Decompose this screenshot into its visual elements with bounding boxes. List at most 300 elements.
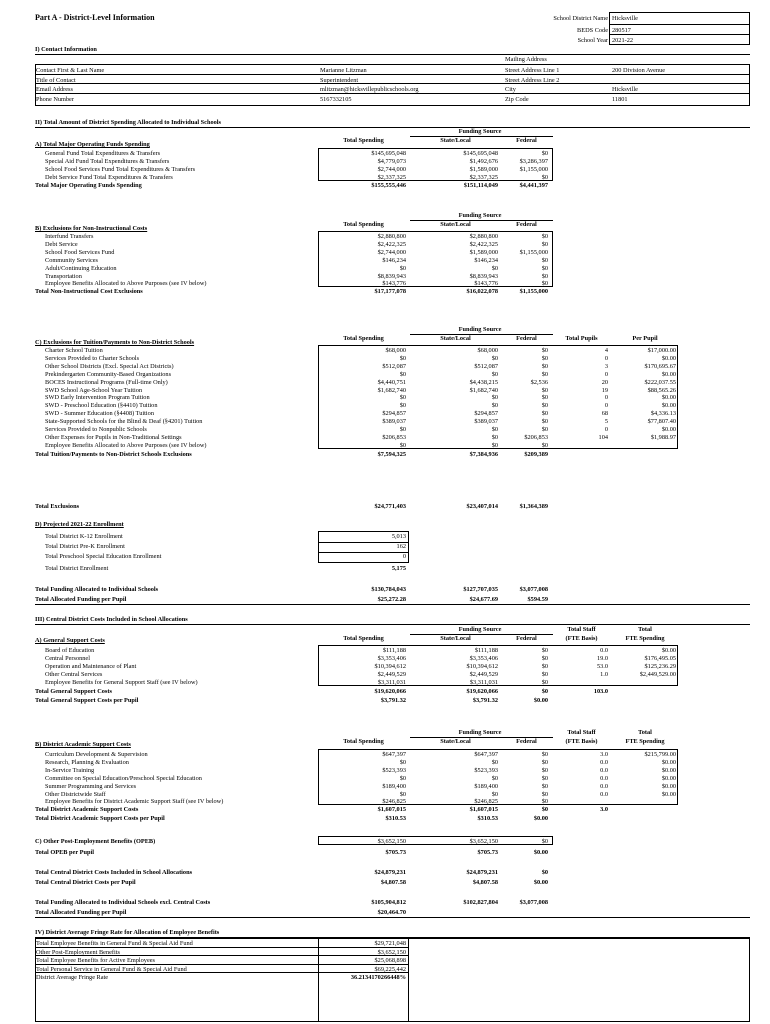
state-local-value[interactable]: $4,438,215 bbox=[469, 378, 498, 386]
state-local-value[interactable]: $3,311,031 bbox=[469, 678, 498, 686]
fte-spending-value: $125,236.29 bbox=[644, 662, 676, 670]
state-local-value[interactable]: $68,000 bbox=[477, 347, 498, 354]
federal-value[interactable]: $2,536 bbox=[530, 378, 548, 386]
federal-value[interactable]: $0 bbox=[541, 173, 548, 181]
col-total-spending: Total Spending bbox=[343, 221, 384, 228]
fte-spending-value: $0.00 bbox=[661, 647, 676, 654]
total-spending-value[interactable]: $294,857 bbox=[382, 410, 406, 418]
row-label: Services Provided to Charter Schools bbox=[45, 354, 140, 362]
per-pupil-value: $0.00 bbox=[661, 402, 676, 410]
federal-value[interactable]: $0 bbox=[541, 774, 548, 782]
rule-line bbox=[35, 624, 750, 625]
state-local-value[interactable]: $0 bbox=[491, 774, 498, 782]
mailing-label: Street Address Line 2 bbox=[505, 76, 560, 84]
total-spending-value[interactable]: $0 bbox=[399, 394, 406, 402]
pupils-value[interactable]: 0 bbox=[604, 370, 608, 378]
state-local-value[interactable]: $0 bbox=[491, 790, 498, 798]
total-spending-value[interactable]: $0 bbox=[399, 774, 406, 782]
enrollment-value[interactable]: 162 bbox=[396, 543, 406, 550]
state-local-value[interactable]: $0 bbox=[491, 264, 498, 272]
contact-field[interactable]: Marianne Litzman bbox=[320, 67, 367, 74]
fringe-value[interactable]: $29,721,048 bbox=[374, 940, 406, 947]
state-local-value[interactable]: $2,880,800 bbox=[469, 233, 498, 240]
federal-value: $0 bbox=[541, 806, 548, 813]
federal-value[interactable]: $0 bbox=[541, 654, 548, 662]
total-spending-value[interactable]: $189,400 bbox=[382, 782, 406, 790]
federal-value[interactable]: $0 bbox=[541, 150, 548, 157]
total-label: Total Central District Costs per Pupil bbox=[35, 879, 136, 886]
col-state-local: State/Local bbox=[440, 137, 471, 144]
state-local-value[interactable]: $647,397 bbox=[474, 751, 498, 758]
total-spending-value: $3,791.32 bbox=[380, 697, 406, 704]
fte-spending-value: $0.00 bbox=[661, 774, 676, 782]
col-state-local: State/Local bbox=[440, 335, 471, 342]
total-spending-value[interactable]: $1,682,740 bbox=[377, 386, 406, 394]
staff-fte-value[interactable]: 1.0 bbox=[600, 670, 608, 678]
federal-value[interactable]: $0 bbox=[541, 256, 548, 264]
total-spending-value[interactable]: $246,825 bbox=[382, 798, 406, 806]
total-label: Total Allocated Funding per Pupil bbox=[35, 596, 127, 603]
per-pupil-value: $17,000.00 bbox=[647, 347, 676, 354]
section-ii-heading: II) Total Amount of District Spending Allocated to Individual Schools bbox=[35, 119, 221, 126]
state-local-value[interactable]: $0 bbox=[491, 394, 498, 402]
state-local-value[interactable]: $0 bbox=[491, 758, 498, 766]
section-a-heading: A) Total Major Operating Funds Spending bbox=[35, 141, 150, 148]
col-total-staff: Total Staff bbox=[567, 729, 596, 736]
federal-value[interactable]: $0 bbox=[541, 766, 548, 774]
fte-spending-value: $176,495.05 bbox=[644, 654, 676, 662]
total-spending-value: $24,771,403 bbox=[374, 503, 406, 510]
contact-label: Contact First & Last Name bbox=[36, 67, 105, 74]
rule-line bbox=[35, 127, 750, 128]
staff-total: 103.0 bbox=[593, 688, 608, 695]
state-local-value[interactable]: $0 bbox=[491, 433, 498, 441]
per-pupil-value: $0.00 bbox=[661, 354, 676, 362]
state-local-value[interactable]: $145,695,048 bbox=[463, 150, 498, 157]
row-label: Other Expenses for Pupils in Non-Traditional Settings bbox=[45, 433, 182, 441]
district-name-value[interactable]: Hicksville bbox=[612, 15, 638, 22]
state-local-value[interactable]: $512,087 bbox=[474, 362, 498, 370]
federal-value: $3,077,008 bbox=[519, 899, 548, 906]
total-spending-value[interactable]: $4,779,073 bbox=[377, 157, 406, 165]
contact-label: Email Address bbox=[36, 86, 73, 93]
fringe-value[interactable]: $69,225,442 bbox=[374, 965, 406, 973]
staff-fte-value[interactable]: 0.0 bbox=[600, 647, 608, 654]
col-federal: Federal bbox=[516, 221, 537, 228]
per-pupil-value: $1,988.97 bbox=[650, 433, 676, 441]
staff-fte-value[interactable]: 0.0 bbox=[600, 766, 608, 774]
col-state-local: State/Local bbox=[440, 738, 471, 745]
staff-fte-value[interactable]: 53.0 bbox=[596, 662, 608, 670]
row-label: State-Supported Schools for the Blind & Deaf (§4201) Tuition bbox=[45, 418, 203, 426]
total-spending-value[interactable]: $143,776 bbox=[382, 280, 406, 288]
mailing-address-heading: Mailing Address bbox=[505, 56, 547, 63]
state-local-value[interactable]: $246,825 bbox=[474, 798, 498, 806]
state-local-value[interactable]: $2,337,325 bbox=[469, 173, 498, 181]
federal-value[interactable]: $0 bbox=[541, 394, 548, 402]
total-spending-value: $1,607,015 bbox=[377, 806, 406, 813]
col-federal: Federal bbox=[516, 635, 537, 642]
federal-value[interactable]: $0 bbox=[541, 264, 548, 272]
federal-value[interactable]: $0 bbox=[541, 370, 548, 378]
federal-value[interactable]: $0 bbox=[541, 662, 548, 670]
total-spending-value[interactable]: $3,311,031 bbox=[377, 678, 406, 686]
staff-fte-value[interactable]: 0.0 bbox=[600, 758, 608, 766]
total-spending-value[interactable]: $2,337,325 bbox=[377, 173, 406, 181]
col-federal: Federal bbox=[516, 137, 537, 144]
federal-value[interactable]: $0 bbox=[541, 670, 548, 678]
federal-value[interactable]: $0 bbox=[541, 790, 548, 798]
fringe-rate-value: 36.2134170266448% bbox=[350, 974, 406, 981]
total-spending-value[interactable]: $512,087 bbox=[382, 362, 406, 370]
staff-total: 3.0 bbox=[600, 806, 608, 813]
staff-fte-value[interactable]: 19.0 bbox=[596, 654, 608, 662]
federal-value[interactable]: $3,286,397 bbox=[519, 157, 548, 165]
total-spending-value: $155,555,446 bbox=[371, 181, 406, 189]
state-local-value[interactable]: $0 bbox=[491, 370, 498, 378]
total-spending-value[interactable]: $523,393 bbox=[382, 766, 406, 774]
state-local-value: $4,807.58 bbox=[472, 879, 498, 886]
fringe-label: Total Personal Service in General Fund & Special Aid Fund bbox=[36, 965, 187, 973]
section-b-heading: B) Exclusions for Non-Instructional Costs bbox=[35, 225, 148, 232]
total-spending-value[interactable]: $145,695,048 bbox=[371, 150, 406, 157]
contact-field[interactable]: 5167332105 bbox=[320, 95, 352, 103]
row-label: Services Provided to Nonpublic Schools bbox=[45, 426, 147, 433]
row-label: In-Service Training bbox=[45, 766, 95, 774]
pupils-value[interactable]: 4 bbox=[604, 347, 608, 354]
federal-value[interactable]: $0 bbox=[541, 354, 548, 362]
state-local-value[interactable]: $3,353,406 bbox=[469, 654, 498, 662]
row-label: Charter School Tuition bbox=[45, 347, 103, 354]
row-label: Debt Service bbox=[45, 240, 78, 248]
per-pupil-value: $0.00 bbox=[661, 426, 676, 433]
per-pupil-value: $88,565.26 bbox=[647, 386, 676, 394]
fte-spending-value: $0.00 bbox=[661, 782, 676, 790]
col-total-pupils: Total Pupils bbox=[565, 335, 598, 342]
row-label: Prekindergarten Community-Based Organizations bbox=[45, 370, 172, 378]
staff-fte-value[interactable]: 0.0 bbox=[600, 790, 608, 798]
total-spending-value[interactable]: $0 bbox=[399, 441, 406, 449]
funding-source-header: Funding Source bbox=[458, 729, 502, 736]
row-label: Transportation bbox=[45, 272, 82, 280]
pupils-value[interactable]: 0 bbox=[604, 426, 608, 433]
mailing-field[interactable]: 11801 bbox=[612, 95, 628, 103]
state-local-value[interactable]: $389,037 bbox=[474, 418, 498, 426]
fte-spending-value: $2,449,529.00 bbox=[639, 670, 676, 678]
state-local-value: $1,607,015 bbox=[469, 806, 498, 813]
total-spending-value[interactable]: $0 bbox=[399, 264, 406, 272]
pupils-value[interactable]: 3 bbox=[604, 362, 608, 370]
federal-value: $1,364,389 bbox=[519, 503, 548, 510]
beds-code-value[interactable]: 280517 bbox=[612, 27, 631, 34]
per-pupil-value: $170,695.67 bbox=[644, 362, 676, 370]
fringe-label: Total Employee Benefits in General Fund & Special Aid Fund bbox=[36, 940, 193, 947]
row-label: Committee on Special Education/Preschool Special Education bbox=[45, 774, 202, 782]
total-label: Total Allocated Funding per Pupil bbox=[35, 909, 127, 916]
row-label: SWD - Preschool Education (§4410) Tuition bbox=[45, 402, 158, 410]
total-label: Total Funding Allocated to Individual Schools bbox=[35, 586, 159, 593]
fringe-label: Total Employee Benefits for Active Employees bbox=[36, 957, 155, 964]
mailing-label: Zip Code bbox=[505, 95, 529, 103]
mailing-field[interactable]: Hicksville bbox=[612, 86, 638, 93]
total-spending-value: $310.53 bbox=[385, 815, 406, 822]
col-state-local: State/Local bbox=[440, 221, 471, 228]
fringe-value[interactable]: $3,652,150 bbox=[377, 948, 406, 956]
total-spending-value[interactable]: $0 bbox=[399, 370, 406, 378]
rule-line bbox=[609, 24, 750, 25]
federal-value[interactable]: $0 bbox=[541, 426, 548, 433]
contact-field[interactable]: mlitzman@hicksvillepublicschools.org bbox=[320, 86, 419, 93]
pupils-value[interactable]: 19 bbox=[601, 386, 608, 394]
total-spending-value[interactable]: $3,652,150 bbox=[377, 838, 406, 845]
fte-spending-value: $0.00 bbox=[661, 758, 676, 766]
total-spending-value[interactable]: $10,394,612 bbox=[374, 662, 406, 670]
state-local-value[interactable]: $10,394,612 bbox=[466, 662, 498, 670]
pupils-value[interactable]: 68 bbox=[601, 410, 608, 418]
state-local-value[interactable]: $1,589,000 bbox=[469, 248, 498, 256]
total-spending-value[interactable]: $2,744,000 bbox=[377, 165, 406, 173]
total-spending-value[interactable]: $0 bbox=[399, 402, 406, 410]
page-title: Part A - District-Level Information bbox=[35, 13, 155, 22]
federal-value[interactable]: $0 bbox=[541, 402, 548, 410]
pupils-value[interactable]: 20 bbox=[601, 378, 608, 386]
enrollment-label: Total Preschool Special Education Enrollment bbox=[45, 553, 162, 560]
total-spending-value[interactable]: $2,449,529 bbox=[377, 670, 406, 678]
total-spending-value[interactable]: $647,397 bbox=[382, 751, 406, 758]
general-support-heading: A) General Support Costs bbox=[35, 637, 105, 644]
state-local-value[interactable]: $0 bbox=[491, 402, 498, 410]
enrollment-label: Total District Pre-K Enrollment bbox=[45, 543, 125, 550]
fringe-value[interactable]: $25,068,898 bbox=[374, 957, 406, 964]
state-local-value: $7,384,936 bbox=[469, 450, 498, 458]
school-year-value[interactable]: 2021-22 bbox=[612, 37, 633, 44]
total-spending-value[interactable]: $0 bbox=[399, 354, 406, 362]
state-local-value[interactable]: $146,234 bbox=[474, 256, 498, 264]
total-label: Total Major Operating Funds Spending bbox=[35, 181, 142, 189]
total-label: Total District Academic Support Costs bbox=[35, 806, 139, 813]
state-local-value[interactable]: $8,839,943 bbox=[469, 272, 498, 280]
row-label: Board of Education bbox=[45, 647, 95, 654]
enrollment-label: Total District K-12 Enrollment bbox=[45, 533, 123, 540]
col-total-spending: Total Spending bbox=[343, 738, 384, 745]
state-local-value[interactable]: $2,422,325 bbox=[469, 240, 498, 248]
row-label: Other Central Services bbox=[45, 670, 103, 678]
row-label: Research, Planning & Evaluation bbox=[45, 758, 129, 766]
row-label: Employee Benefits for District Academic Support Staff (see IV below) bbox=[45, 798, 224, 806]
state-local-value[interactable]: $143,776 bbox=[474, 280, 498, 288]
rule-line bbox=[35, 93, 750, 94]
federal-value[interactable]: $0 bbox=[541, 758, 548, 766]
total-spending-value: $19,620,066 bbox=[374, 688, 406, 695]
funding-source-header: Funding Source bbox=[458, 326, 502, 333]
federal-value[interactable]: $0 bbox=[541, 647, 548, 654]
pupils-value[interactable]: 0 bbox=[604, 354, 608, 362]
pupils-value[interactable]: 0 bbox=[604, 402, 608, 410]
col-total-spending: Total Spending bbox=[343, 335, 384, 342]
total-label: Total General Support Costs bbox=[35, 688, 112, 695]
row-label: Employee Benefits Allocated to Above Purposes (see IV below) bbox=[45, 441, 207, 449]
state-local-value[interactable]: $189,400 bbox=[474, 782, 498, 790]
mailing-label: City bbox=[505, 86, 516, 93]
total-spending-value[interactable]: $8,839,943 bbox=[377, 272, 406, 280]
rule-line bbox=[35, 955, 409, 956]
federal-value: $0 bbox=[541, 688, 548, 695]
row-label: Debt Service Fund Total Expenditures & Transfers bbox=[45, 173, 173, 181]
mailing-field[interactable]: 200 Division Avenue bbox=[612, 67, 666, 74]
col-fte-spending: FTE Spending bbox=[625, 635, 665, 642]
pupils-value[interactable]: 0 bbox=[604, 394, 608, 402]
state-local-value[interactable]: $2,449,529 bbox=[469, 670, 498, 678]
total-spending-value[interactable]: $3,353,406 bbox=[377, 654, 406, 662]
fte-spending-value: $0.00 bbox=[661, 766, 676, 774]
funding-source-header: Funding Source bbox=[458, 212, 502, 219]
enrollment-value[interactable]: 5,013 bbox=[391, 533, 406, 540]
row-label: SWD - Summer Education (§4408) Tuition bbox=[45, 410, 154, 418]
federal-value[interactable]: $0 bbox=[541, 751, 548, 758]
pupils-value[interactable]: 5 bbox=[604, 418, 608, 426]
state-local-value: $24,879,231 bbox=[466, 869, 498, 876]
total-label: Total Central District Costs Included in School Allocations bbox=[35, 869, 193, 876]
total-spending-value[interactable]: $0 bbox=[399, 790, 406, 798]
contact-label: Title of Contact bbox=[36, 76, 76, 84]
federal-value[interactable]: $0 bbox=[541, 678, 548, 686]
total-spending-value[interactable]: $4,440,751 bbox=[377, 378, 406, 386]
per-pupil-value: $0.00 bbox=[661, 394, 676, 402]
total-spending-value: $705.73 bbox=[385, 849, 406, 856]
total-spending-value[interactable]: $2,744,000 bbox=[377, 248, 406, 256]
rule-line bbox=[35, 74, 750, 75]
col-total-spending: Total Spending bbox=[343, 137, 384, 144]
total-spending-value[interactable]: $146,234 bbox=[382, 256, 406, 264]
state-local-value[interactable]: $1,589,000 bbox=[469, 165, 498, 173]
federal-value[interactable]: $0 bbox=[541, 233, 548, 240]
col-fte-basis: (FTE Basis) bbox=[565, 635, 598, 642]
total-label: Total Funding Allocated to Individual Schools excl. Central Costs bbox=[35, 899, 211, 906]
total-spending-value: $20,464.70 bbox=[377, 909, 406, 916]
row-label: Employee Benefits for General Support Staff (see IV below) bbox=[45, 678, 198, 686]
state-local-value[interactable]: $1,492,676 bbox=[469, 157, 498, 165]
staff-fte-value[interactable]: 0.0 bbox=[600, 782, 608, 790]
rule-line bbox=[35, 604, 750, 605]
total-spending-value[interactable]: $111,188 bbox=[382, 647, 406, 654]
total-spending-value[interactable]: $389,037 bbox=[382, 418, 406, 426]
per-pupil-value: $0.00 bbox=[661, 370, 676, 378]
row-label: Operation and Maintenance of Plant bbox=[45, 662, 137, 670]
state-local-value[interactable]: $1,682,740 bbox=[469, 386, 498, 394]
state-local-value: $23,407,014 bbox=[466, 503, 498, 510]
federal-value[interactable]: $1,155,000 bbox=[519, 165, 548, 173]
enrollment-total-label: Total District Enrollment bbox=[45, 565, 109, 572]
federal-value[interactable]: $0 bbox=[541, 240, 548, 248]
federal-value[interactable]: $0 bbox=[541, 362, 548, 370]
contact-label: Phone Number bbox=[36, 95, 74, 103]
state-local-value: $102,827,804 bbox=[463, 899, 498, 906]
rule-line bbox=[35, 83, 750, 84]
federal-value[interactable]: $0 bbox=[541, 280, 548, 288]
total-spending-value: $130,784,043 bbox=[371, 586, 406, 593]
state-local-value: $16,022,078 bbox=[466, 288, 498, 296]
federal-value[interactable]: $0 bbox=[541, 441, 548, 449]
total-spending-value: $4,807.58 bbox=[380, 879, 406, 886]
state-local-value[interactable]: $0 bbox=[491, 426, 498, 433]
total-label: Total OPEB per Pupil bbox=[35, 849, 94, 856]
state-local-value[interactable]: $294,857 bbox=[474, 410, 498, 418]
district-name-label: School District Name bbox=[553, 15, 608, 22]
fte-spending-value: $0.00 bbox=[661, 790, 676, 798]
state-local-value[interactable]: $3,652,150 bbox=[469, 838, 498, 845]
total-label: Total District Academic Support Costs per Pupil bbox=[35, 815, 165, 822]
state-local-value[interactable]: $0 bbox=[491, 441, 498, 449]
row-label: Other Districtwide Staff bbox=[45, 790, 106, 798]
total-spending-value: $24,879,231 bbox=[374, 869, 406, 876]
state-local-value[interactable]: $523,393 bbox=[474, 766, 498, 774]
total-spending-value[interactable]: $206,853 bbox=[382, 433, 406, 441]
staff-fte-value[interactable]: 0.0 bbox=[600, 774, 608, 782]
total-spending-value[interactable]: $0 bbox=[399, 426, 406, 433]
state-local-value[interactable]: $0 bbox=[491, 354, 498, 362]
federal-value[interactable]: $0 bbox=[541, 838, 548, 845]
total-spending-value: $7,594,325 bbox=[377, 450, 406, 458]
funding-source-header: Funding Source bbox=[458, 626, 502, 633]
state-local-value[interactable]: $111,188 bbox=[474, 647, 498, 654]
total-spending-value[interactable]: $2,880,800 bbox=[377, 233, 406, 240]
state-local-value: $151,114,049 bbox=[463, 181, 498, 189]
row-label: Central Personnel bbox=[45, 654, 90, 662]
total-label: Total General Support Costs per Pupil bbox=[35, 697, 139, 704]
enrollment-total-value: 5,175 bbox=[391, 565, 406, 572]
mailing-label: Street Address Line 1 bbox=[505, 67, 560, 74]
row-label: School Food Services Fund Total Expenditures & Transfers bbox=[45, 165, 196, 173]
federal-value[interactable]: $0 bbox=[541, 782, 548, 790]
col-total-fte: Total bbox=[638, 729, 652, 736]
total-spending-value[interactable]: $2,422,325 bbox=[377, 240, 406, 248]
rule-line bbox=[35, 947, 409, 948]
contact-heading: I) Contact Information bbox=[35, 46, 97, 53]
federal-value[interactable]: $0 bbox=[541, 798, 548, 806]
total-spending-value: $25,272.28 bbox=[377, 596, 406, 603]
pupils-value[interactable]: 104 bbox=[598, 433, 608, 441]
federal-value[interactable]: $206,853 bbox=[524, 433, 548, 441]
col-total-staff: Total Staff bbox=[567, 626, 596, 633]
federal-value[interactable]: $0 bbox=[541, 386, 548, 394]
total-spending-value[interactable]: $68,000 bbox=[385, 347, 406, 354]
federal-value[interactable]: $0 bbox=[541, 347, 548, 354]
rule-line bbox=[35, 917, 750, 918]
row-label: Other School Districts (Excl. Special Act Districts) bbox=[45, 362, 174, 370]
row-label: Summer Programming and Services bbox=[45, 782, 137, 790]
row-label: General Fund Total Expenditures & Transfers bbox=[45, 150, 161, 157]
federal-value[interactable]: $0 bbox=[541, 410, 548, 418]
federal-value[interactable]: $0 bbox=[541, 272, 548, 280]
beds-code-label: BEDS Code bbox=[577, 27, 608, 34]
federal-value: $1,155,000 bbox=[519, 288, 548, 296]
federal-value: $0.00 bbox=[533, 697, 548, 704]
enrollment-value[interactable]: 0 bbox=[402, 553, 406, 560]
state-local-value: $310.53 bbox=[477, 815, 498, 822]
federal-value[interactable]: $1,155,000 bbox=[519, 248, 548, 256]
total-spending-value[interactable]: $0 bbox=[399, 758, 406, 766]
staff-fte-value[interactable]: 3.0 bbox=[600, 751, 608, 758]
row-label: Adult/Continuing Education bbox=[45, 264, 117, 272]
fringe-label: Other Post-Employment Benefits bbox=[36, 948, 120, 956]
contact-field[interactable]: Superintendent bbox=[320, 76, 359, 84]
total-label: Total Non-Instructional Cost Exclusions bbox=[35, 288, 143, 296]
federal-value[interactable]: $0 bbox=[541, 418, 548, 426]
col-federal: Federal bbox=[516, 335, 537, 342]
per-pupil-value: $222,037.55 bbox=[644, 378, 676, 386]
funding-source-header: Funding Source bbox=[458, 128, 502, 135]
federal-value: $594.59 bbox=[527, 596, 548, 603]
